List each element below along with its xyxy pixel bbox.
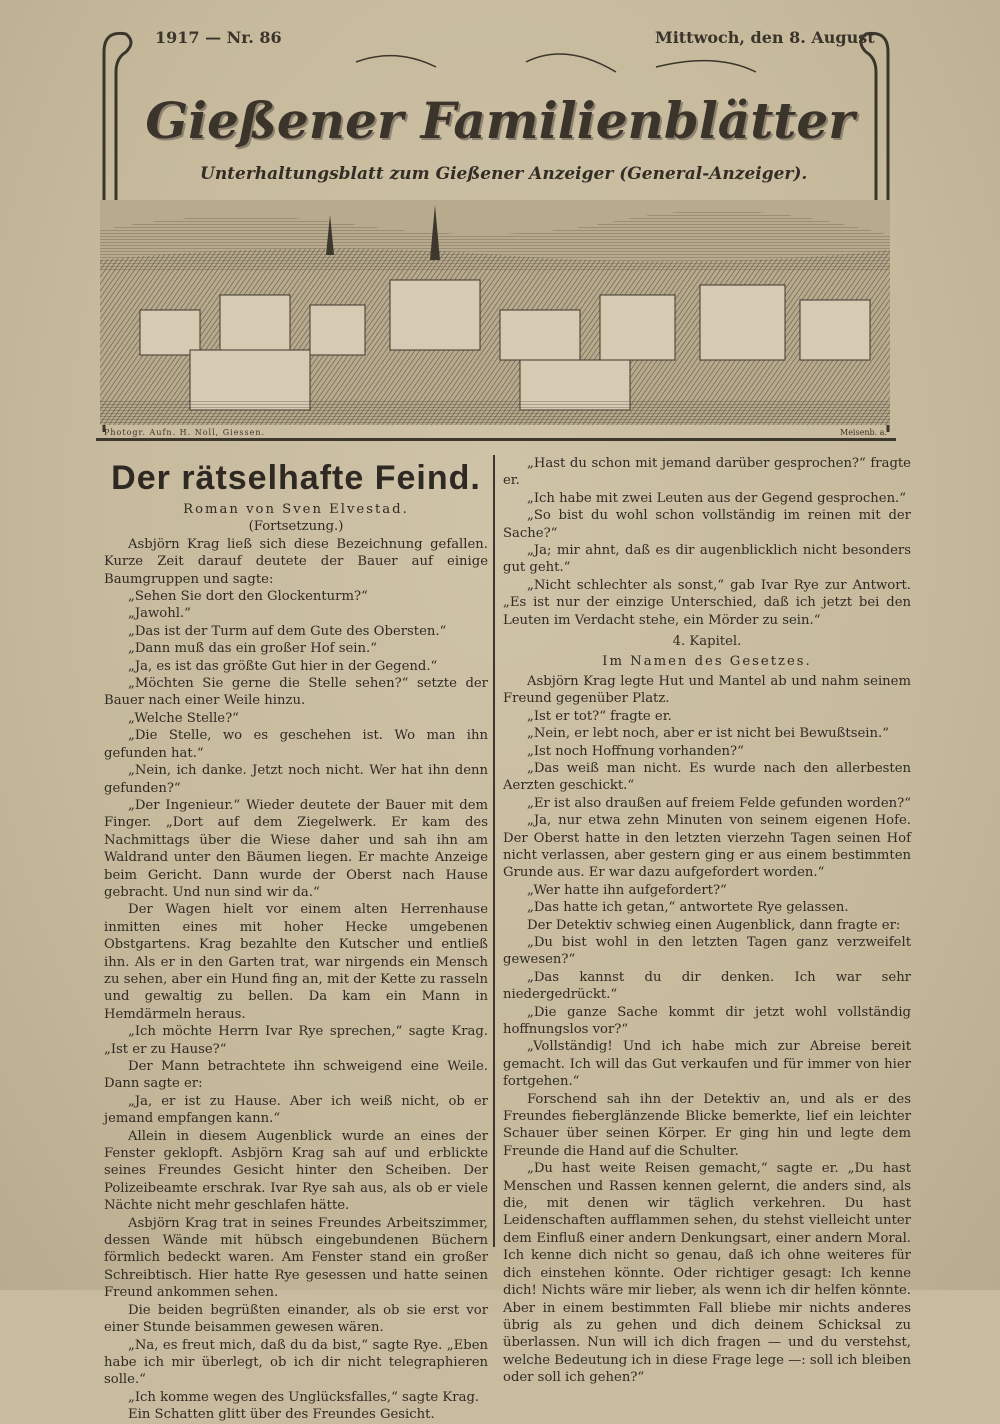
paragraph: „Du hast weite Reisen gemacht,“ sagte er. „Du hast Menschen und Rassen kennen gelernt, die anders sind, als die, mit denen wir täglich verkehren. Du hast Leidenschaften aufflammen sehen, du stehst vielleicht unter dem Einfluß einer andern Denkungsart, einer andern Moral. Ich kenne dich nicht so genau, daß ich ohne weiteres für dich einstehen könnte. Oder richtiger gesagt: Ich kenne dich! Nichts wäre mir lieber, als wenn ich dir helfen könnte. Aber in einem bestimmten Fall bliebe mir nichts anderes übrig als zu gehen und dich deinem Schicksal zu überlassen. Nun will ich dich fragen — und du verstehst, welche Bedeutung ich in diese Frage lege —: soll ich bleiben oder soll ich gehen?“ [503,1161,911,1386]
paragraph: „Jawohl.“ [128,606,191,622]
paragraph: „Wer hatte ihn aufgefordert?“ [527,882,727,898]
paragraph: „Möchten Sie gerne die Stelle sehen?“ setzte der Bauer nach einer Weile hinzu. [104,676,488,709]
paragraph: „Ich komme wegen des Unglücksfalles,“ sagte Krag. [128,1389,480,1405]
paragraph: „Ist er tot?“ fragte er. [527,708,672,724]
photo-credit: Photogr. Aufn. H. Noll, Giessen. [104,428,266,437]
city-engraving-illustration [100,200,890,425]
paragraph: Forschend sah ihn der Detektiv an, und als er des Freundes fieberglänzende Blicke bemerkte, lief ein leichter Schauer über seinen Körper. Er ging hin und legte dem Freunde die Hand auf die Schulter. [503,1091,911,1159]
paragraph: „Ja, nur etwa zehn Minuten von seinem eigenen Hofe. Der Oberst hatte in den letzten vierzehn Tagen seinen Hof nicht verlassen, aber gestern ging er aus einem bestimmten Grunde aus. Er war dazu aufgefordert worden.“ [503,813,911,881]
paragraph: „Nicht schlechter als sonst,“ gab Ivar Rye zur Antwort. „Es ist nur der einzige Unterschied, daß ich jetzt bei den Leuten im Verdacht stehe, ein Mörder zu sein.“ [503,577,911,628]
paragraph: Der Detektiv schwieg einen Augenblick, dann fragte er: [527,917,901,933]
paragraph: „Welche Stelle?“ [128,710,239,726]
left-column [104,455,488,1424]
paragraph: „Das hatte ich getan,“ antwortete Rye gelassen. [527,900,849,916]
paragraph: „So bist du wohl schon vollständig im reinen mit der Sache?“ [503,508,911,541]
left-column-text [104,536,488,1424]
engraver-mark: Meisenb. a. [840,428,887,437]
paragraph: „Na, es freut mich, daß du da bist,“ sagte Rye. „Eben habe ich mir überlegt, ob ich dir nicht telegraphieren solle.“ [104,1337,488,1388]
paragraph: „Er ist also draußen auf freiem Felde gefunden worden?“ [527,795,911,811]
paragraph: „Ich habe mit zwei Leuten aus der Gegend gesprochen.“ [527,490,906,506]
paragraph: Allein in diesem Augenblick wurde an eines der Fenster geklopft. Asbjörn Krag sah auf und erblickte seines Freundes Gesicht hinter den Scheiben. Der Polizeibeamte erschrak. Ivar Rye sah aus, als ob er viele Nächte nicht mehr geschlafen hätte. [104,1128,488,1214]
masthead-title: Gießener Familienblätter [145,91,855,150]
article-title: Der rätselhafte Feind. [111,459,481,497]
column-divider [493,455,495,1247]
issue-number: 1917 — Nr. 86 [155,28,282,47]
paragraph: „Sehen Sie dort den Glockenturm?“ [128,589,368,605]
paragraph: „Das ist der Turm auf dem Gute des Obersten.“ [128,623,447,639]
paragraph: Der Wagen hielt vor einem alten Herrenhause inmitten eines mit hoher Hecke umgebenen Obstgartens. Krag bezahlte den Kutscher und entließ ihn. Als er in den Garten trat, war nirgends ein Mensch zu sehen, aber ein Hund fing an, mit der Kette zu rasseln und gewaltig zu bellen. Da kam ein Mann in Hemdärmeln heraus. [104,902,488,1022]
paragraph: Ein Schatten glitt über des Freundes Gesicht. [128,1407,435,1423]
paragraph: „Der Ingenieur.“ Wieder deutete der Bauer mit dem Finger. „Dort auf dem Ziegelwerk. Er kam des Nachmittags über die Wiese daher und sah ihn am Waldrand unter den Bäumen liegen. Er machte Anzeige beim Gericht. Dann wurde der Oberst nach Hause gebracht. Und nun sind wir da.“ [104,797,488,900]
masthead-subtitle: Unterhaltungsblatt zum Gießener Anzeiger (General-Anzeiger). [200,164,808,184]
right-column-text-top [503,455,911,629]
paragraph: „Nein, ich danke. Jetzt noch nicht. Wer hat ihn denn gefunden?“ [104,763,488,796]
paragraph: „Vollständig! Und ich habe mich zur Abreise bereit gemacht. Ich will das Gut verkaufen und für immer von hier fortgehen.“ [503,1039,911,1090]
paragraph: „Nein, er lebt noch, aber er ist nicht bei Bewußtsein.“ [527,726,889,742]
paragraph: „Ja; mir ahnt, daß es dir augenblicklich nicht besonders gut geht.“ [503,543,911,576]
paragraph: Asbjörn Krag legte Hut und Mantel ab und nahm seinem Freund gegenüber Platz. [503,673,911,707]
paragraph: „Die Stelle, wo es geschehen ist. Wo man ihn gefunden hat.“ [104,728,488,761]
right-column [503,455,911,1387]
article-byline: Roman von Sven Elvestad. [183,502,409,517]
issue-date: Mittwoch, den 8. August [655,28,875,47]
paragraph: Der Mann betrachtete ihn schweigend eine Weile. Dann sagte er: [104,1059,488,1092]
paragraph: „Hast du schon mit jemand darüber gesprochen?“ fragte er. [503,456,911,489]
header-rule [96,438,896,441]
paragraph: Asbjörn Krag trat in seines Freundes Arbeitszimmer, dessen Wände mit hübsch eingebundenen Büchern förmlich bedeckt waren. Am Fenster stand ein großer Schreibtisch. Hier hatte Rye gesessen und hatte seinen Freund ankommen sehen. [104,1215,488,1301]
right-column-text-bottom [503,673,911,1387]
paragraph: „Die ganze Sache kommt dir jetzt wohl vollständig hoffnungslos vor?“ [503,1004,911,1037]
paragraph: „Das kannst du dir denken. Ich war sehr niedergedrückt.“ [503,969,911,1003]
paragraph: „Ist noch Hoffnung vorhanden?“ [527,743,744,759]
paragraph: Asbjörn Krag ließ sich diese Bezeichnung gefallen. Kurze Zeit darauf deutete der Bauer auf einige Baumgruppen und sagte: [104,536,488,587]
paragraph: „Dann muß das ein großer Hof sein.“ [128,641,377,657]
paragraph: „Das weiß man nicht. Es wurde nach den allerbesten Aerzten geschickt.“ [503,760,911,794]
chapter-number: 4. Kapitel. [672,634,742,650]
paragraph: „Ich möchte Herrn Ivar Rye sprechen,“ sagte Krag. „Ist er zu Hause?“ [104,1024,488,1057]
paragraph: „Ja, er ist zu Hause. Aber ich weiß nicht, ob er jemand empfangen kann.“ [104,1093,488,1127]
chapter-title: Im Namen des Gesetzes. [602,654,812,670]
paragraph: Die beiden begrüßten einander, als ob sie erst vor einer Stunde beisammen gewesen wären. [104,1302,488,1336]
continuation-note: (Fortsetzung.) [248,519,344,535]
paragraph: „Du bist wohl in den letzten Tagen ganz verzweifelt gewesen?“ [503,934,911,968]
paragraph: „Ja, es ist das größte Gut hier in der Gegend.“ [128,658,438,674]
